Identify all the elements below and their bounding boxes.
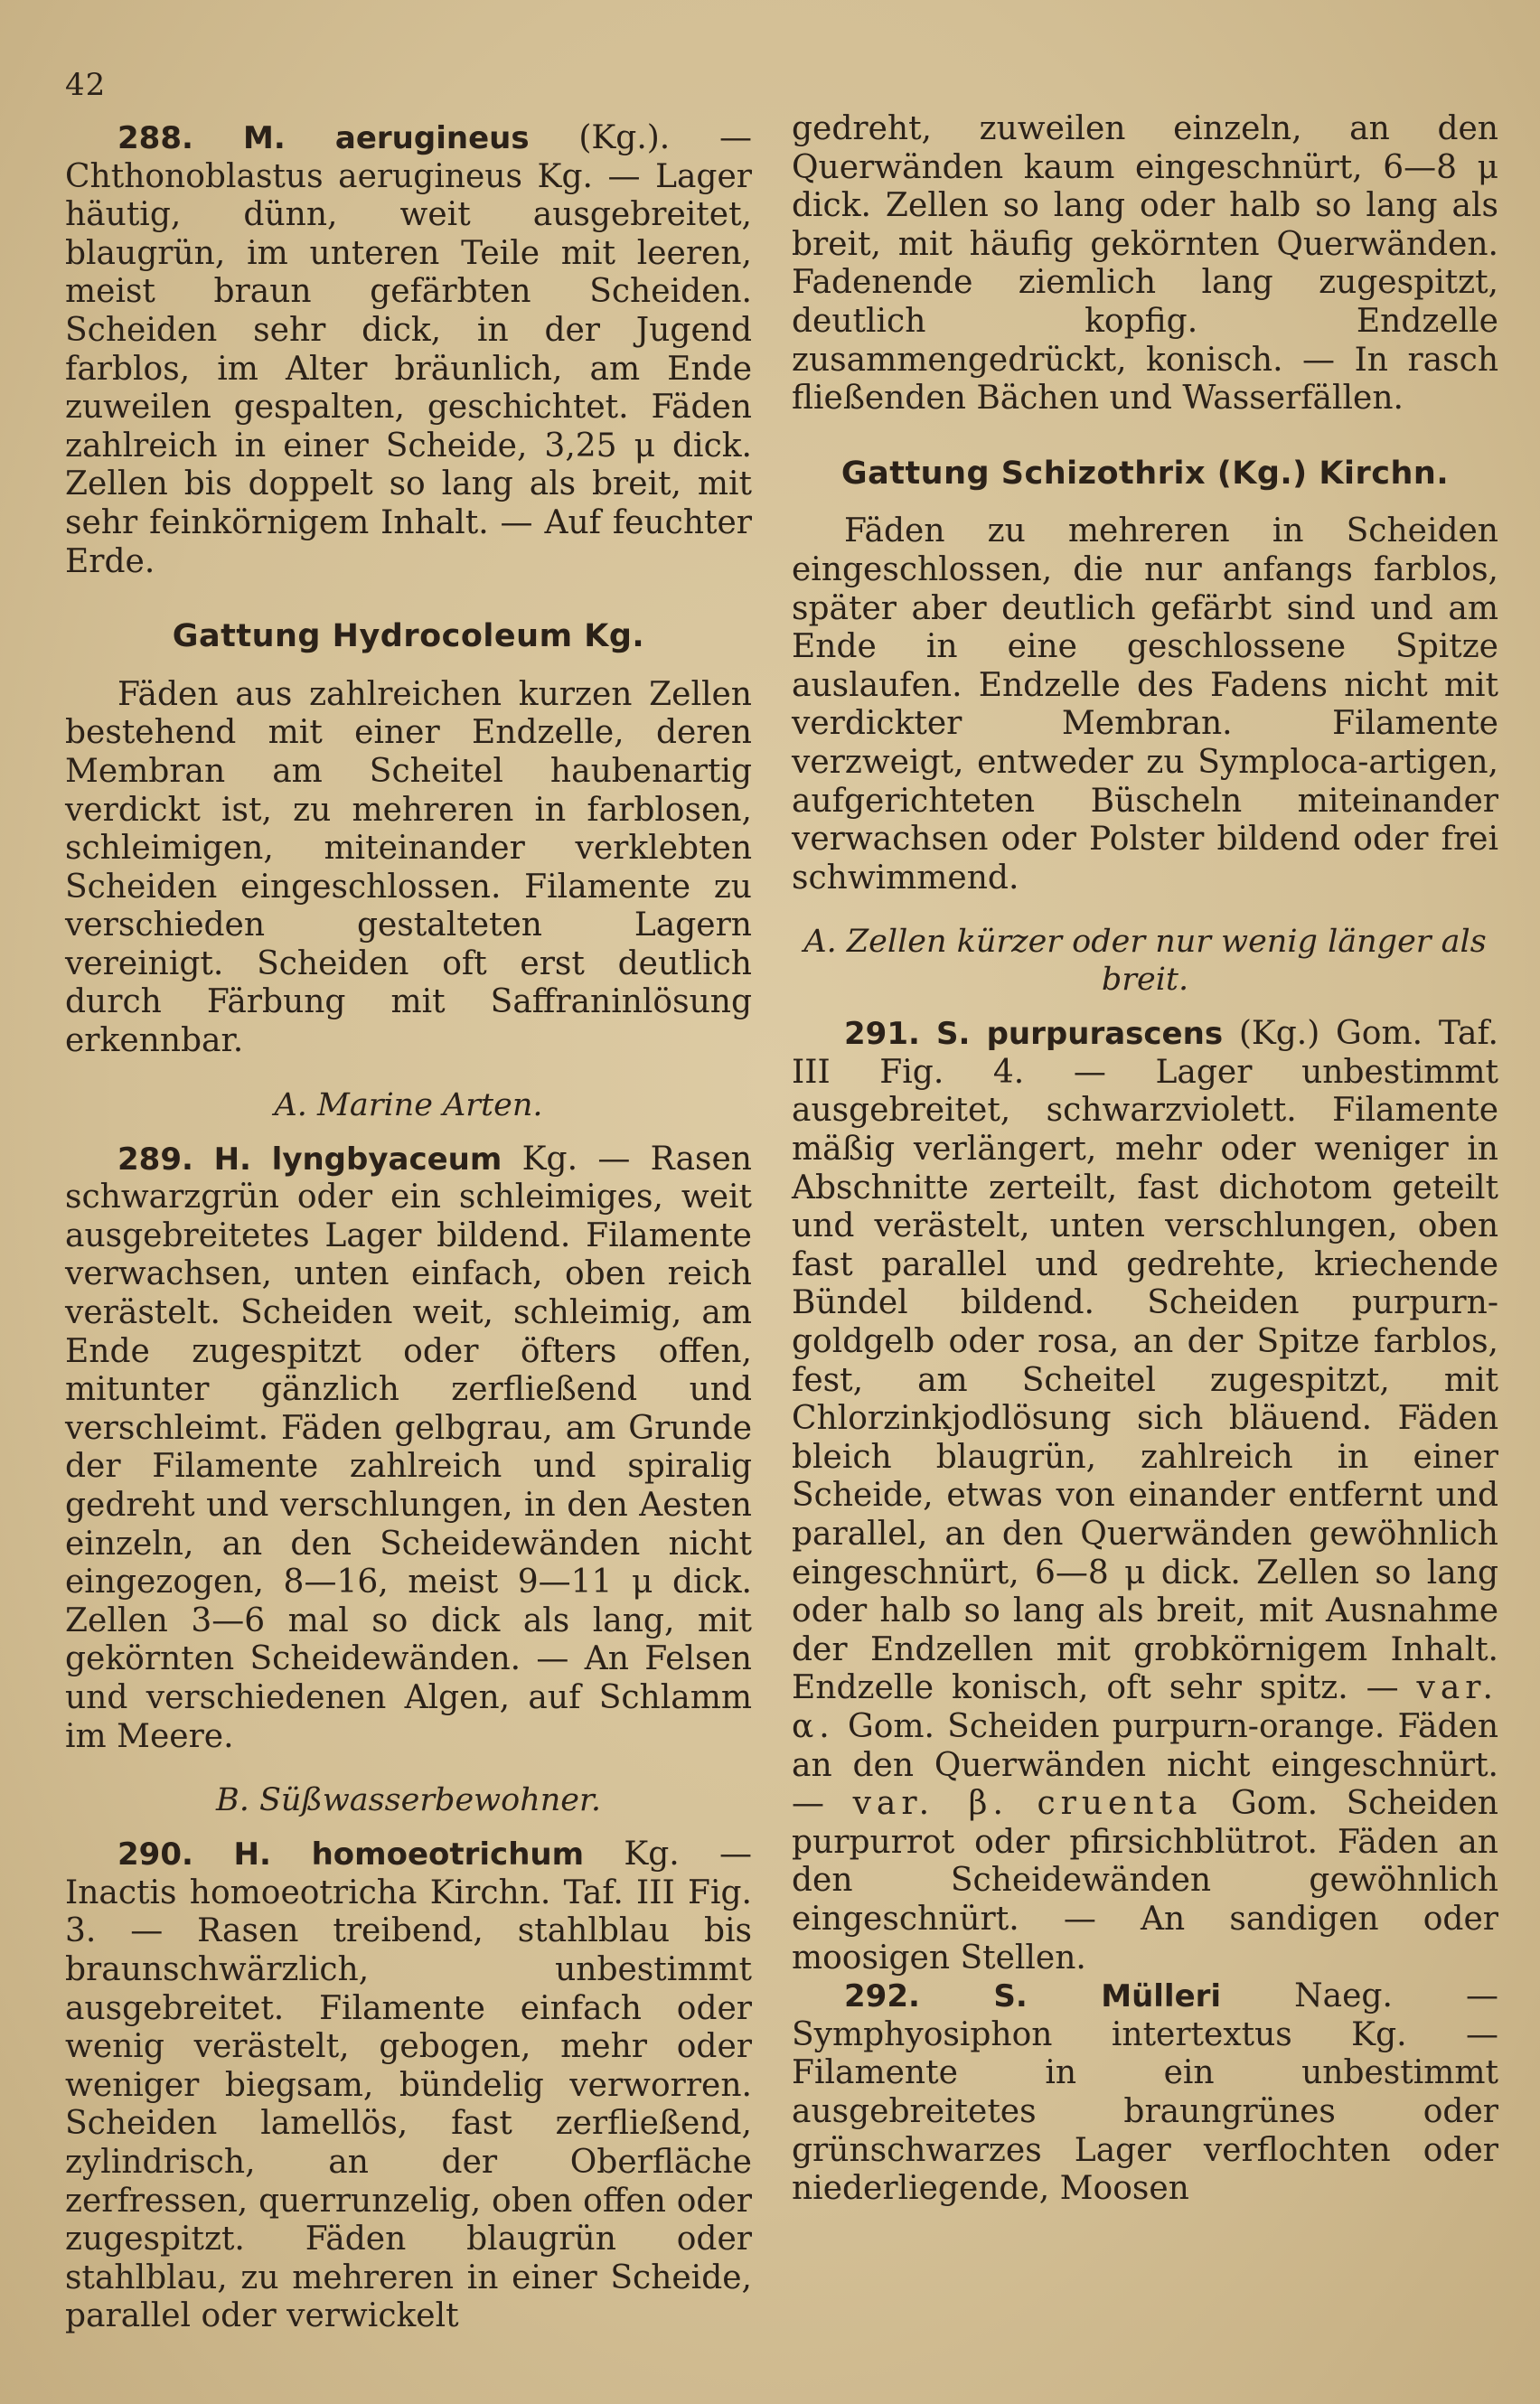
entry-291: [792, 1015, 1498, 1977]
genus-description-hydrocoleum: Fäden aus zahlreichen kurzen Zellen bestehend mit einer Endzelle, deren Membran am Scheitel haubenartig verdickt ist, zu mehreren in farblosen, schleimigen, miteinander verklebten Scheiden eingeschlossen. Filamente zu verschieden gestalteten Lagern vereinigt. Scheiden oft erst deutlich durch Färbung mit Saffraninlösung erkennbar.: [65, 675, 752, 1060]
entry-290: [65, 1836, 752, 2336]
genus-description-schizothrix: Fäden zu mehreren in Scheiden eingeschlossen, die nur anfangs farblos, später aber deutlich gefärbt sind und am Ende in eine geschlossene Spitze auslaufen. Endzelle des Fadens nicht mit verdickter Membran. Filamente verzweigt, entweder zu Symploca-artigen, aufgerichteten Büscheln miteinander verwachsen oder Polster bildend oder frei schwimmend.: [792, 512, 1498, 897]
genus-heading-schizothrix: Gattung Schizothrix (Kg.) Kirchn.: [840, 455, 1450, 492]
entry-291-title: 291. S. purpurascens: [844, 1016, 1224, 1053]
entry-290-text: Kg. — Inactis homoeotricha Kirchn. Taf. III Fig. 3. — Rasen treibend, stahlblau bis braunschwärzlich, unbestimmt ausgebreitet. Filamente einfach oder wenig verästelt, gebogen, mehr oder weniger biegsam, bündelig verworren. Scheiden lamellös, fast zerfließend, zylindrisch, an der Oberfläche zerfressen, querrunzelig, oben offen oder zugespitzt. Fäden blaugrün oder stahlblau, zu mehreren in einer Scheide, parallel oder verwickelt: [65, 1836, 752, 2335]
entry-288-text: (Kg.). — Chthonoblastus aerugineus Kg. — Lager häutig, dünn, weit ausgebreitet, blaugrün, im unteren Teile mit leeren, meist braun gefärbten Scheiden. Scheiden sehr dick, in der Jugend farblos, im Alter bräunlich, am Ende zuweilen gespalten, geschichtet. Fäden zahlreich in einer Scheide, 3,25 μ dick. Zellen bis doppelt so lang als breit, mit sehr feinkörnigem Inhalt. — Auf feuchter Erde.: [65, 119, 752, 580]
entry-292-title: 292. S. Mülleri: [844, 1978, 1222, 2015]
variety-beta-text: Gom. Scheiden purpurrot oder pfirsichblütrot. Fäden an den Scheidewänden gewöhnlich eingeschnürt. — An sandigen oder moosigen Stellen.: [792, 1785, 1498, 1977]
entry-292: [792, 1977, 1498, 2209]
left-column: [65, 119, 752, 2336]
subsection-marine: A. Marine Arten.: [274, 1086, 543, 1123]
entry-290-title: 290. H. homoeotrichum: [117, 1836, 585, 1873]
subsection-short-cells: A. Zellen kürzer oder nur wenig länger als breit.: [803, 924, 1487, 999]
variety-alpha-label: var. α.: [792, 1669, 1498, 1745]
entry-290-continued: gedreht, zuweilen einzeln, an den Querwänden kaum eingeschnürt, 6—8 μ dick. Zellen so lang oder halb so lang als breit, mit häufig gekörnten Querwänden. Fadenende ziemlich lang zugespitzt, deutlich kopfig. Endzelle zusammengedrückt, konisch. — In rasch fließenden Bächen und Wasserfällen.: [792, 110, 1498, 418]
variety-alpha-text: Gom. Scheiden purpurn-orange. Fäden an den Querwänden nicht eingeschnürt. —: [792, 1707, 1498, 1823]
genus-heading-hydrocoleum: Gattung Hydrocoleum Kg.: [172, 618, 645, 655]
entry-289-title: 289. H. lyngbyaceum: [117, 1141, 502, 1178]
page-number: 42: [65, 67, 107, 103]
subsection-freshwater: B. Süßwasserbewohner.: [215, 1782, 601, 1819]
entry-288-title: 288. M. aerugineus: [117, 120, 530, 156]
variety-beta-name: cruenta: [1037, 1785, 1203, 1823]
entry-289: [65, 1141, 752, 1757]
entry-288: [65, 119, 752, 581]
entry-292-text: Naeg. — Symphyosiphon intertextus Kg. — Filamente in ein unbestimmt ausgebreitetes braungrünes oder grünschwarzes Lager verflochten oder niederliegende, Moosen: [792, 1977, 1498, 2208]
entry-291-text: (Kg.) Gom. Taf. III Fig. 4. — Lager unbestimmt ausgebreitet, schwarzviolett. Filamente mäßig verlängert, mehr oder weniger in Abschnitte zerteilt, fast dichotom geteilt und verästelt, unten verschlungen, oben fast parallel und gedrehte, kriechende Bündel bildend. Scheiden purpurn-goldgelb oder rosa, an der Spitze farblos, fest, am Scheitel zugespitzt, mit Chlorzinkjodlösung sich bläuend. Fäden bleich blaugrün, zahlreich in einer Scheide, etwas von einander entfernt und parallel, an den Querwänden gewöhnlich eingeschnürt, 6—8 μ dick. Zellen so lang oder halb so lang als breit, mit Ausnahme der Endzellen mit grobkörnigem Inhalt. Endzelle konisch, oft sehr spitz. —: [792, 1015, 1498, 1707]
entry-289-text: Kg. — Rasen schwarzgrün oder ein schleimiges, weit ausgebreitetes Lager bildend. Filamente verwachsen, unten einfach, oben reich verästelt. Scheiden weit, schleimig, am Ende zugespitzt oder öfters offen, mitunter gänzlich zerfließend und verschleimt. Fäden gelbgrau, am Grunde der Filamente zahlreich und spiralig gedreht und verschlungen, in den Aesten einzeln, an den Scheidewänden nicht eingezogen, 8—16, meist 9—11 μ dick. Zellen 3—6 mal so dick als lang, mit gekörnten Scheidewänden. — An Felsen und verschiedenen Algen, auf Schlamm im Meere.: [65, 1140, 752, 1755]
variety-beta-label: var. β.: [852, 1785, 1009, 1823]
right-column: [792, 110, 1498, 2209]
